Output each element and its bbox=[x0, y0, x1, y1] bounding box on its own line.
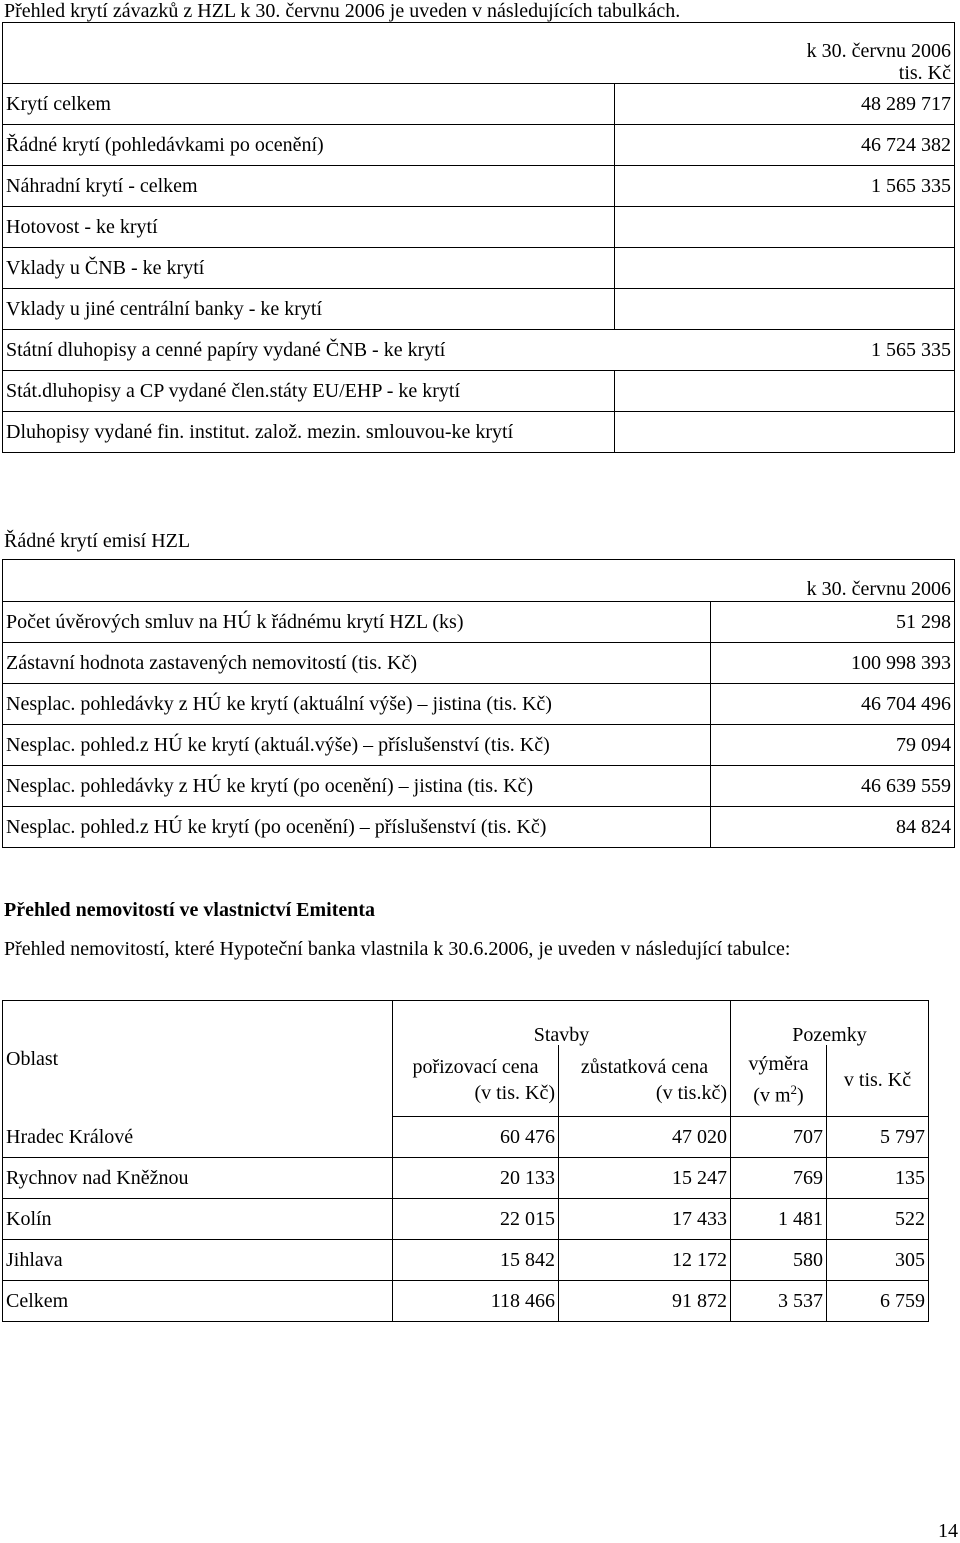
unit-header: tis. Kč bbox=[898, 61, 951, 84]
header-vtis: v tis. Kč bbox=[827, 1045, 929, 1117]
cell-vtis: 6 759 bbox=[827, 1281, 929, 1322]
row-label: Dluhopisy vydané fin. institut. založ. mezin. smlouvou-ke krytí bbox=[3, 411, 615, 452]
coverage-table bbox=[2, 22, 955, 453]
row-label: Řádné krytí (pohledávkami po ocenění) bbox=[3, 124, 615, 165]
table-row bbox=[3, 807, 955, 848]
cell-oblast: Kolín bbox=[3, 1199, 393, 1240]
cell-vymera: 580 bbox=[731, 1240, 827, 1281]
row-label: Státní dluhopisy a cenné papíry vydané ČNB - ke krytí bbox=[6, 338, 446, 361]
header-zust: zůstatková cena bbox=[580, 1056, 709, 1079]
date-header: k 30. červnu 2006 bbox=[806, 39, 951, 62]
cell-zust: 17 433 bbox=[559, 1199, 731, 1240]
row-value: 100 998 393 bbox=[711, 643, 955, 684]
header-oblast: Oblast bbox=[3, 1001, 393, 1117]
cell-oblast: Hradec Králové bbox=[3, 1117, 393, 1158]
header-poriz-unit: (v tis. Kč) bbox=[474, 1082, 555, 1105]
row-label: Stát.dluhopisy a CP vydané člen.státy EU/EHP - ke krytí bbox=[3, 370, 615, 411]
table-row bbox=[3, 165, 955, 206]
row-label: Vklady u ČNB - ke krytí bbox=[3, 247, 615, 288]
table-row bbox=[3, 83, 955, 124]
cell-zust: 12 172 bbox=[559, 1240, 731, 1281]
table-row bbox=[3, 684, 955, 725]
header-zust-unit: (v tis.kč) bbox=[655, 1082, 727, 1105]
cell-zust: 15 247 bbox=[559, 1158, 731, 1199]
cell-oblast: Celkem bbox=[3, 1281, 393, 1322]
cell-vtis: 5 797 bbox=[827, 1117, 929, 1158]
row-value bbox=[615, 288, 955, 329]
row-value: 48 289 717 bbox=[615, 83, 955, 124]
header-vymera-unit: (v $m^2$) bbox=[753, 1082, 804, 1108]
table-row bbox=[3, 725, 955, 766]
header-vymera: výměra bbox=[748, 1053, 809, 1076]
cell-vymera: 769 bbox=[731, 1158, 827, 1199]
row-value: 1 565 335 bbox=[615, 165, 955, 206]
cell-oblast: Jihlava bbox=[3, 1240, 393, 1281]
cell-vtis: 522 bbox=[827, 1199, 929, 1240]
table-row bbox=[3, 370, 955, 411]
row-label: Krytí celkem bbox=[3, 83, 615, 124]
row-label: Vklady u jiné centrální banky - ke krytí bbox=[3, 288, 615, 329]
table-row bbox=[3, 206, 955, 247]
page-number: 14 bbox=[938, 1520, 958, 1542]
cell-poriz: 20 133 bbox=[393, 1158, 559, 1199]
table-row bbox=[3, 766, 955, 807]
cell-vtis: 305 bbox=[827, 1240, 929, 1281]
row-label: Zástavní hodnota zastavených nemovitostí (tis. Kč) bbox=[3, 643, 711, 684]
table-row bbox=[3, 643, 955, 684]
row-value: 84 824 bbox=[711, 807, 955, 848]
row-value: 46 704 496 bbox=[711, 684, 955, 725]
cell-zust: 91 872 bbox=[559, 1281, 731, 1322]
row-label: Nesplac. pohled.z HÚ ke krytí (aktuál.výše) – příslušenství (tis. Kč) bbox=[3, 725, 711, 766]
row-value: 51 298 bbox=[711, 602, 955, 643]
row-label: Nesplac. pohledávky z HÚ ke krytí (aktuální výše) – jistina (tis. Kč) bbox=[3, 684, 711, 725]
cell-vymera: 707 bbox=[731, 1117, 827, 1158]
date-header: k 30. červnu 2006 bbox=[711, 560, 955, 602]
intro-text: Přehled krytí závazků z HZL k 30. červnu 2006 je uveden v následujících tabulkách. bbox=[4, 0, 681, 22]
cell-vymera: 3 537 bbox=[731, 1281, 827, 1322]
row-value: 46 639 559 bbox=[711, 766, 955, 807]
table-row bbox=[3, 1240, 929, 1281]
row-value: 1 565 335 bbox=[871, 338, 951, 361]
row-value: 46 724 382 bbox=[615, 124, 955, 165]
row-label: Náhradní krytí - celkem bbox=[3, 165, 615, 206]
row-value bbox=[615, 411, 955, 452]
row-label: Nesplac. pohled.z HÚ ke krytí (po ocenění) – příslušenství (tis. Kč) bbox=[3, 807, 711, 848]
cell-poriz: 15 842 bbox=[393, 1240, 559, 1281]
cell-vymera: 1 481 bbox=[731, 1199, 827, 1240]
row-label: Počet úvěrových smluv na HÚ k řádnému krytí HZL (ks) bbox=[3, 602, 711, 643]
section-intro: Přehled nemovitostí, které Hypoteční banka vlastnila k 30.6.2006, je uveden v následující tabulce: bbox=[4, 938, 791, 960]
table-row bbox=[3, 602, 955, 643]
row-label: Hotovost - ke krytí bbox=[3, 206, 615, 247]
header-stavby: Stavby bbox=[393, 1001, 731, 1045]
row-label: Nesplac. pohledávky z HÚ ke krytí (po ocenění) – jistina (tis. Kč) bbox=[3, 766, 711, 807]
header-poriz: pořizovací cena bbox=[412, 1056, 539, 1079]
table-row bbox=[3, 1158, 929, 1199]
row-value bbox=[615, 206, 955, 247]
table-row bbox=[3, 329, 955, 370]
cell-oblast: Rychnov nad Kněžnou bbox=[3, 1158, 393, 1199]
table-row bbox=[3, 1281, 929, 1322]
property-table bbox=[2, 1000, 929, 1322]
cell-poriz: 118 466 bbox=[393, 1281, 559, 1322]
table-row bbox=[3, 124, 955, 165]
header-pozemky: Pozemky bbox=[731, 1001, 929, 1045]
section-heading: Přehled nemovitostí ve vlastnictví Emitenta bbox=[4, 899, 376, 921]
cell-vtis: 135 bbox=[827, 1158, 929, 1199]
row-value bbox=[615, 370, 955, 411]
section-title: Řádné krytí emisí HZL bbox=[4, 530, 191, 552]
table-row bbox=[3, 1117, 929, 1158]
row-value: 79 094 bbox=[711, 725, 955, 766]
regular-coverage-table bbox=[2, 559, 955, 848]
table-row bbox=[3, 1199, 929, 1240]
cell-poriz: 60 476 bbox=[393, 1117, 559, 1158]
table-row bbox=[3, 288, 955, 329]
table-row bbox=[3, 411, 955, 452]
table-row bbox=[3, 247, 955, 288]
cell-zust: 47 020 bbox=[559, 1117, 731, 1158]
cell-poriz: 22 015 bbox=[393, 1199, 559, 1240]
row-value bbox=[615, 247, 955, 288]
